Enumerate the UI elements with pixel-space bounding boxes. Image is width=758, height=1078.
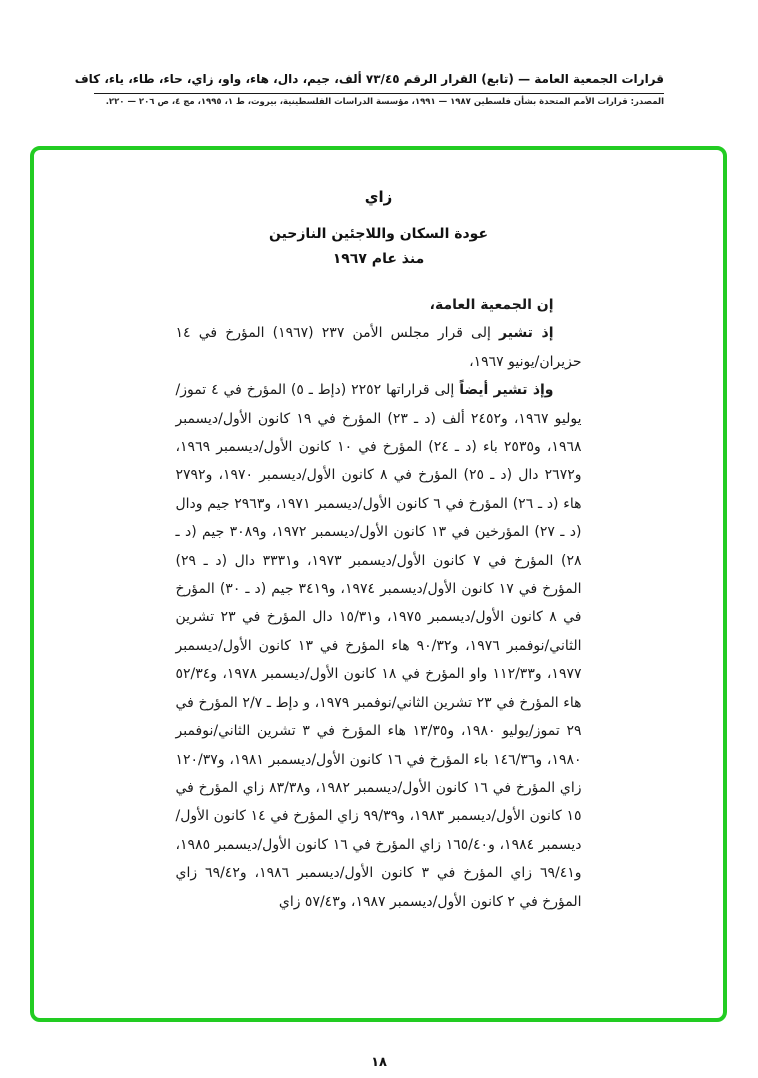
header-title: قرارات الجمعية العامة — (تابع) القرار الرقم ٧٣/٤٥ ألف، جيم، دال، هاء، واو، زاي، حاء، طاء، ياء، كاف [74,72,664,86]
paragraph-recalling-also [176,376,582,916]
page-number: ١٨ [371,1055,387,1070]
paragraph-recalling-text: إلى قرار مجلس الأمن ٢٣٧ (١٩٦٧) المؤرخ في ١٤ حزيران/يونيو ١٩٦٧، [175,325,582,370]
paragraph-recalling-also-lead: وإذ تشير أيضاً [459,382,554,399]
page-header [74,72,664,107]
document-title-line1: عودة السكان واللاجئين النازحين [268,226,489,242]
salutation: إن الجمعية العامة، [429,297,554,313]
paragraph-recalling-also-text: إلى قراراتها ٢٢٥٢ (دإط ـ ٥) المؤرخ في ٤ تموز/يوليو ١٩٦٧، و٢٤٥٢ ألف (د ـ ٢٣) المؤرخ في ١٩ كانون الأول/ديسمبر ١٩٦٨، و٢٥٣٥ باء (د ـ ٢٤) المؤرخ في ١٠ كانون الأول/ديسمبر ١٩٦٩، و٢٦٧٢ دال (د ـ ٢٥) المؤرخ في ٨ كانون الأول/ديسمبر ١٩٧٠، و٢٧٩٢ هاء (د ـ ٢٦) المؤرخ في ٦ كانون الأول/ديسمبر ١٩٧١، و٢٩٦٣ جيم ودال (د ـ ٢٧) المؤرخين في ١٣ كانون الأول/ديسمبر ١٩٧٢، و٣٠٨٩ جيم (د ـ ٢٨) المؤرخ في ٧ كانون الأول/ديسمبر ١٩٧٣، و٣٣٣١ دال (د ـ ٢٩) المؤرخ في ١٧ كانون الأول/ديسمبر ١٩٧٤، و٣٤١٩ جيم (د ـ ٣٠) المؤرخ في ٨ كانون الأول/ديسمبر ١٩٧٥، و١٥/٣١ دال المؤرخ في ٢٣ تشرين الثاني/نوفمبر ١٩٧٦، و٩٠/٣٢ هاء المؤرخ في ١٣ كانون الأول/ديسمبر ١٩٧٧، و١١٢/٣٣ واو المؤرخ في ١٨ كانون الأول/ديسمبر ١٩٧٨، و٥٢/٣٤ هاء المؤرخ في ٢٣ تشرين الثاني/نوفمبر ١٩٧٩، و دإط ـ ٢/٧ المؤرخ في ٢٩ تموز/يوليو ١٩٨٠، و١٣/٣٥ هاء المؤرخ في ٣ تشرين الثاني/نوفمبر ١٩٨٠، و١٤٦/٣٦ باء المؤرخ في ١٦ كانون الأول/ديسمبر ١٩٨١، و١٢٠/٣٧ زاي المؤرخ في ١٦ كانون الأول/ديسمبر ١٩٨٢، و٨٣/٣٨ زاي المؤرخ في ١٥ كانون الأول/ديسمبر ١٩٨٣، و٩٩/٣٩ زاي المؤرخ في ١٤ كانون الأول/ديسمبر ١٩٨٤، و١٦٥/٤٠ زاي المؤرخ في ١٦ كانون الأول/ديسمبر ١٩٨٥، و٦٩/٤١ زاي المؤرخ في ٣ كانون الأول/ديسمبر ١٩٨٦، و٦٩/٤٢ زاي المؤرخ في ٢ كانون الأول/ديسمبر ١٩٨٧، و٥٧/٤٣ زاي [175,382,582,910]
highlight-box [30,146,727,1022]
header-rule [94,93,664,94]
paragraph-recalling [176,319,582,376]
section-letter: زاي [364,188,393,206]
document-body [176,291,582,916]
paragraph-recalling-lead: إذ تشير [499,325,554,342]
document-title-line2: منذ عام ١٩٦٧ [332,250,425,267]
header-source-line: المصدر: قرارات الأمم المتحدة بشأن فلسطين ١٩٨٧ — ١٩٩١، مؤسسة الدراسات الفلسطينية، بيروت، ط ١، ١٩٩٥، مج ٤، ص ٢٠٦ — ٢٢٠. [105,97,664,107]
